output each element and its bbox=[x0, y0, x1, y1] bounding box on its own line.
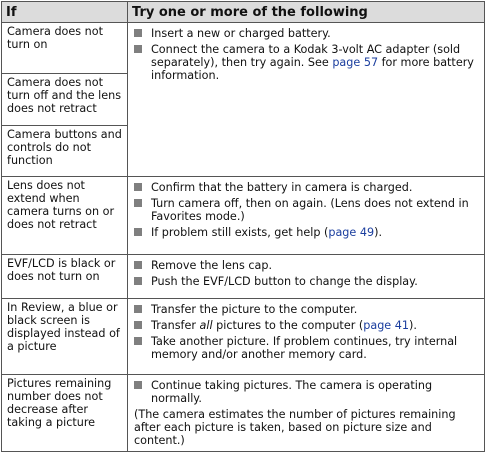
action-item bbox=[134, 197, 478, 223]
page-link[interactable]: page 49 bbox=[328, 226, 375, 239]
condition-cell: Pictures remaining number does not decrease after taking a picture bbox=[2, 375, 128, 452]
action-item bbox=[134, 275, 478, 288]
condition-cell: Camera buttons and controls do not function bbox=[2, 126, 128, 177]
condition-cell: Lens does not extend when camera turns on or does not retract bbox=[2, 177, 128, 255]
action-item bbox=[134, 319, 478, 332]
action-text: Push the EVF/LCD button to change the display. bbox=[151, 275, 418, 288]
note-text: (The camera estimates the number of pictures remaining after each picture is taken, based on picture size and content.) bbox=[134, 408, 456, 447]
square-bullet-icon bbox=[134, 277, 142, 285]
action-text: ). bbox=[408, 319, 417, 332]
square-bullet-icon bbox=[134, 228, 142, 236]
actions-cell bbox=[128, 23, 485, 177]
actions-cell bbox=[128, 299, 485, 375]
action-text: Confirm that the battery in camera is charged. bbox=[151, 181, 413, 194]
header-row bbox=[2, 2, 485, 23]
action-text: Transfer the picture to the computer. bbox=[151, 303, 358, 316]
table-row bbox=[2, 299, 485, 375]
action-text: Turn camera off, then on again. (Lens does not extend in Favorites mode.) bbox=[151, 197, 469, 223]
square-bullet-icon bbox=[134, 199, 142, 207]
action-item bbox=[134, 27, 478, 40]
square-bullet-icon bbox=[134, 305, 142, 313]
action-text: Transfer bbox=[151, 319, 200, 332]
page-link[interactable]: page 41 bbox=[363, 319, 409, 332]
action-item bbox=[134, 43, 478, 82]
square-bullet-icon bbox=[134, 321, 142, 329]
action-item bbox=[134, 303, 478, 316]
action-text: pictures to the computer ( bbox=[212, 319, 364, 332]
square-bullet-icon bbox=[134, 45, 142, 53]
table-row bbox=[2, 177, 485, 255]
action-text: Take another picture. If problem continues, try internal memory and/or another memory card. bbox=[151, 335, 458, 361]
header-if: If bbox=[2, 2, 128, 23]
header-try: Try one or more of the following bbox=[128, 2, 485, 23]
square-bullet-icon bbox=[134, 183, 142, 191]
square-bullet-icon bbox=[134, 381, 142, 389]
emphasis-text: all bbox=[199, 319, 213, 332]
action-text: for more battery information. bbox=[151, 56, 474, 82]
actions-cell bbox=[128, 177, 485, 255]
action-text: Connect the camera to a Kodak 3-volt AC adapter (sold separately), then try again. See bbox=[151, 43, 461, 69]
action-item bbox=[134, 226, 478, 239]
action-text: Insert a new or charged battery. bbox=[151, 27, 331, 40]
actions-cell bbox=[128, 255, 485, 299]
action-text: Remove the lens cap. bbox=[151, 259, 273, 272]
square-bullet-icon bbox=[134, 337, 142, 345]
action-item bbox=[134, 379, 478, 405]
action-item bbox=[134, 335, 478, 361]
condition-cell: In Review, a blue or black screen is displayed instead of a picture bbox=[2, 299, 128, 375]
condition-cell: Camera does not turn off and the lens does not retract bbox=[2, 74, 128, 126]
condition-cell: Camera does not turn on bbox=[2, 23, 128, 74]
action-text: If problem still exists, get help ( bbox=[151, 226, 329, 239]
action-text: ). bbox=[374, 226, 382, 239]
page-link[interactable]: page 57 bbox=[332, 56, 379, 69]
table-row bbox=[2, 23, 485, 74]
troubleshooting-table bbox=[1, 1, 485, 452]
condition-cell: EVF/LCD is black or does not turn on bbox=[2, 255, 128, 299]
square-bullet-icon bbox=[134, 29, 142, 37]
square-bullet-icon bbox=[134, 261, 142, 269]
table-row bbox=[2, 255, 485, 299]
action-text: Continue taking pictures. The camera is operating normally. bbox=[151, 379, 433, 405]
action-item bbox=[134, 181, 478, 194]
action-item bbox=[134, 259, 478, 272]
